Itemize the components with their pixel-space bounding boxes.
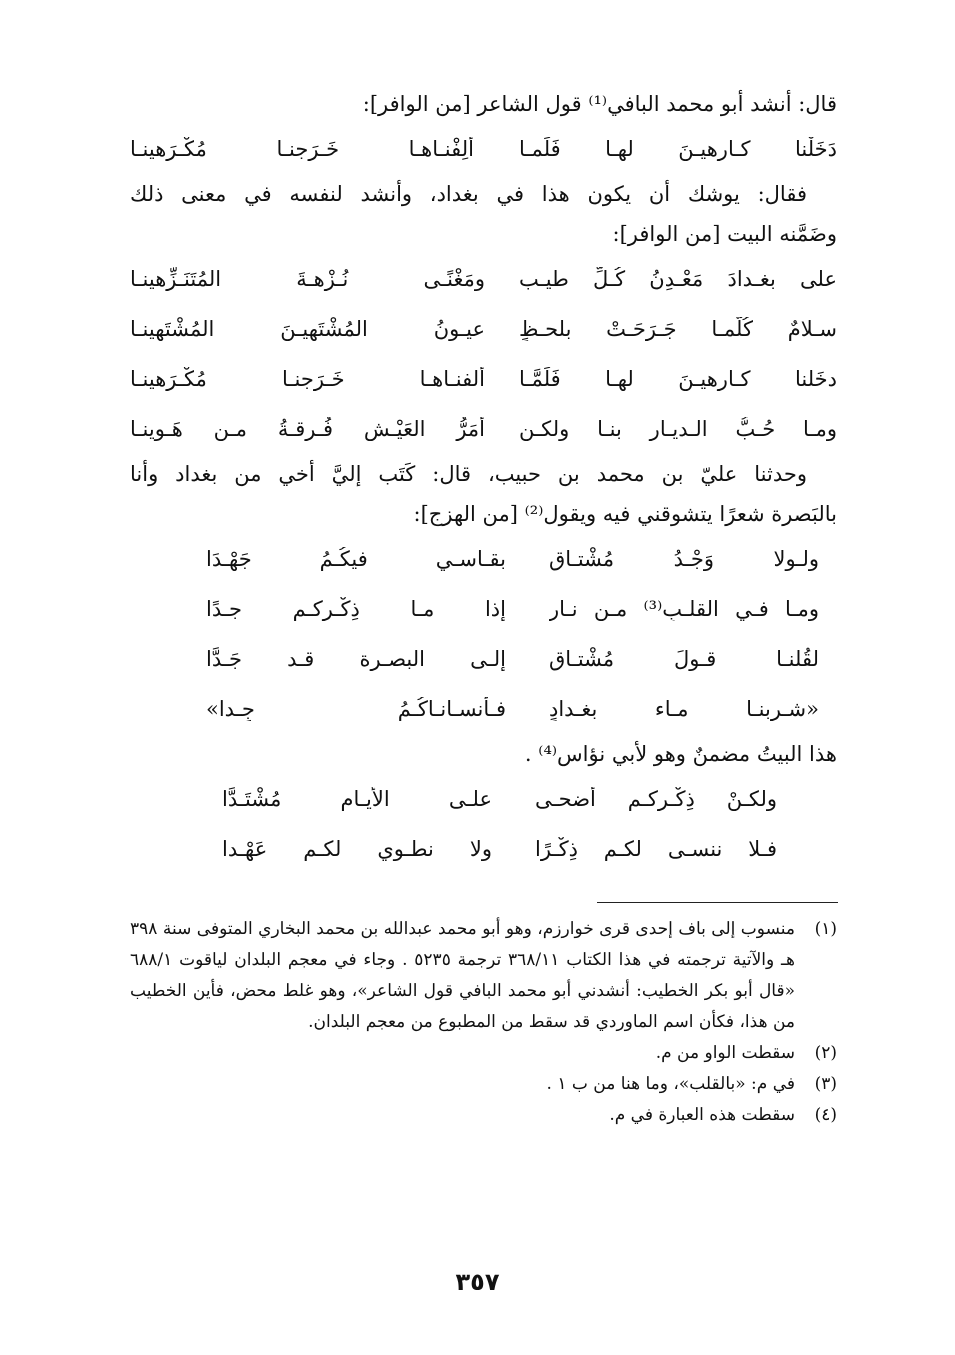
footnote-separator (597, 902, 838, 903)
verse-second-hemistich: بقـاسـي فيكُـمُ جَهْـدَا (206, 547, 506, 571)
intro-line: قال: أنشد أبو محمد البافي⁽¹⁾ قول الشاعر [من الوافر]: (362, 92, 837, 116)
footnote-number: (٤) (814, 1105, 837, 1125)
verse-first-hemistich: ولكـنْ ذِكْـركـم أضحـى (535, 787, 777, 811)
prose-line: وضَمَّنه البيت [من الوافر]: (612, 222, 837, 246)
footnote-text: منسوب إلى باف إحدى قرى خوارزم، وهو أبو محمد عبدالله بن محمد البخاري المتوفى سنة ٣٩٨ هـ والآتية ترجمته في هذا الكتاب ٣٦٨/١١ ترجمة ٥٢٣٥ . وجاء في معجم البلدان لياقوت ٦٨٨/١ «قال أبو بكر الخطيب: أنشدني أبو محمد البافي قول الشاعر»، وهو غلط محض، فأين الخطيب من هذا، فكأن اسم الماوردي قد سقط من المطبوع من معجم البلدان. (130, 919, 795, 1032)
verse-second-hemistich: ألفنـاهـا خَـرَجنـا مُكْـرَهينـا (130, 367, 485, 391)
footnote-text: في م: «بالقلب»، وما هنا من ب ١ . (546, 1074, 795, 1094)
verse-first-hemistich: ومـا حُـبُّ الـديـار بنـا ولكـن (519, 417, 837, 441)
verse-second-hemistich: أَمَرُّ العَيْـشِ فُـرقـةُ مـن هَـوينـا (130, 417, 485, 441)
verse-line (130, 534, 837, 584)
prose-line: وحدثنا عليّ بن محمد بن حبيب، قال: كَتَب إليَّ أخي من بغداد وأنا (130, 462, 807, 486)
footnotes (130, 914, 837, 1131)
verse-first-hemistich: على بغـدادَ مَعْـدِنُ كُـلِّ طيـب (519, 267, 837, 291)
verse-line (130, 584, 837, 634)
verse-first-hemistich: فـلا ننسـى لكـم ذِكْـرًا (535, 837, 777, 861)
footnote (130, 914, 837, 1038)
page-number: ٣٥٧ (455, 1268, 500, 1296)
verse-first-hemistich: دَخَلْنا كـارهيـنَ لهـا فَلَمـا (519, 137, 837, 161)
verse-line (130, 684, 837, 734)
verse-second-hemistich: ولا نطـوي لكـم عَهْـدا (222, 837, 492, 861)
verse-line (130, 824, 837, 874)
footnote-number: (٢) (814, 1043, 837, 1063)
verse-line (130, 634, 837, 684)
verse-second-hemistich: إلـى البصـرة قـد جَـدًّا (206, 647, 506, 671)
footnote-number: (٣) (814, 1074, 837, 1094)
verse-second-hemistich: عيـونُ المُشْتَهِيـنَ المُشْتَهينـا (130, 317, 485, 341)
verse-first-hemistich: ومـا فـي القلـبِ⁽³⁾ مـن نـار (549, 597, 819, 621)
verse-first-hemistich: لقُلنـا قـولَ مُشْتـاق (549, 647, 819, 671)
footnote-number: (١) (814, 919, 837, 939)
verse-line (130, 404, 837, 454)
verse-second-hemistich: ومَغْنًـى نُـزْهـةَ المُتَنَـزِّهينـا (130, 267, 485, 291)
prose-line: بالبَصرة شعرًا يتشوقني فيه ويقول⁽²⁾ [من الهزج]: (413, 502, 837, 526)
footnote (130, 1038, 837, 1069)
verse-first-hemistich: دخَلنا كـارهيـنَ لهـا فَلَمَّـا (519, 367, 837, 391)
footnote (130, 1100, 837, 1131)
verse-line (130, 304, 837, 354)
main-text (130, 84, 837, 874)
verse-second-hemistich: أَلِفْنـاهـا خَـرَجنـا مُكْـرَهينـا (130, 137, 474, 161)
verse-line (130, 354, 837, 404)
prose-line: هذا البيتُ مضمنٌ وهو لأبي نؤاس⁽⁴⁾ . (524, 742, 837, 766)
footnote (130, 1069, 837, 1100)
verse-first-hemistich: ولـولا وَجْـدُ مُشْتـاقٍ (549, 547, 819, 571)
verse-line (130, 254, 837, 304)
footnote-text: سقطت هذه العبارة في م. (609, 1105, 795, 1125)
verse-second-hemistich: علـى الأيـام مُشْتَـدًّا (222, 787, 492, 811)
verse-first-hemistich: «شـربنـا مـاء بغـدادٍ (549, 697, 819, 721)
prose-line: فقال: يوشك أن يكون هذا في بغداد، وأنشد لنفسه في معنى ذلك (130, 182, 807, 206)
verse-second-hemistich: إذا مـا ذِكْـركـم جـدًا (206, 597, 506, 621)
verse-line (130, 774, 837, 824)
verse-line (130, 124, 837, 174)
verse-first-hemistich: سـلامٌ كُلَّمـا جَـرَحَـتْ بلحـظٍ (519, 317, 837, 341)
footnote-text: سقطت الواو من م. (655, 1043, 795, 1063)
verse-second-hemistich: فـأنسـانـاكُـمُ جِـدا» (206, 697, 506, 721)
